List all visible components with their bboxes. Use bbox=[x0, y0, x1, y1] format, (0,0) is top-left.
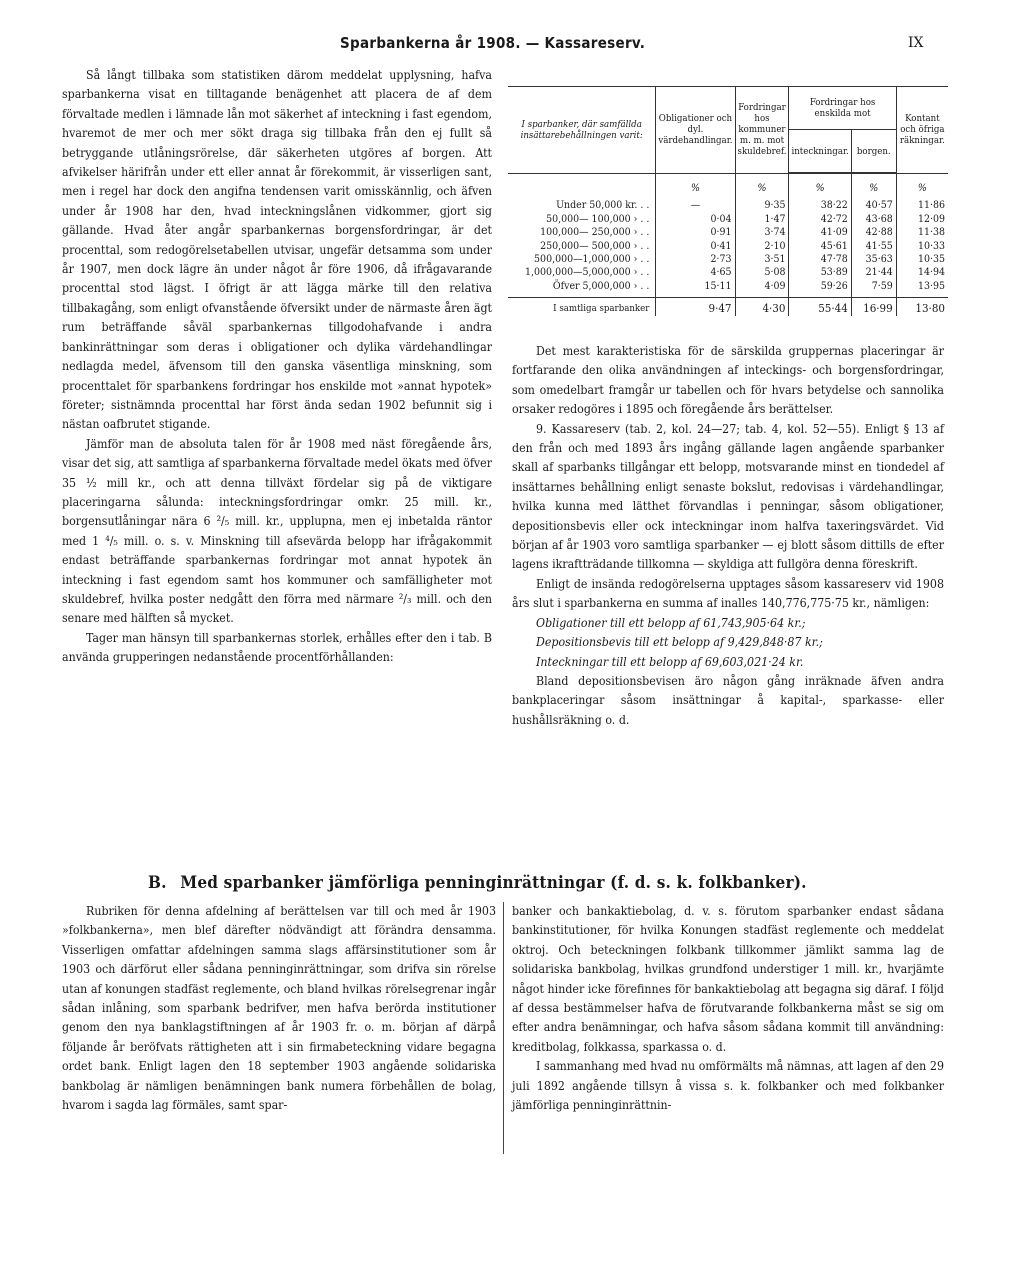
total-cell: 9·47 bbox=[656, 298, 735, 316]
cell: 35·63 bbox=[851, 253, 896, 266]
cell: 5·08 bbox=[735, 266, 789, 279]
cell: 43·68 bbox=[851, 213, 896, 226]
right-column-text bbox=[512, 342, 944, 730]
total-cell: 55·44 bbox=[789, 298, 851, 316]
cell: 15·11 bbox=[656, 280, 735, 298]
paragraph: Enligt de insända redogörelserna upptages såsom kassareserv vid 1908 års slut i sparbankerna en summa af inalles 140,776,775·75 kr., nämligen: bbox=[512, 576, 944, 611]
cell: 41·09 bbox=[789, 226, 851, 239]
list-item-obligationer: Obligationer till ett belopp af 61,743,905·64 kr.; bbox=[536, 615, 806, 630]
cell: 47·78 bbox=[789, 253, 851, 266]
table-row bbox=[508, 199, 948, 212]
cell: 9·35 bbox=[735, 199, 789, 212]
cell: 3·51 bbox=[735, 253, 789, 266]
table-total-row bbox=[508, 298, 948, 316]
cell: 0·41 bbox=[656, 240, 735, 253]
list-item-depositionsbevis: Depositionsbevis till ett belopp af 9,429,848·87 kr.; bbox=[536, 635, 823, 650]
table-row bbox=[508, 226, 948, 239]
running-title: Sparbankerna år 1908. — Kassareserv. bbox=[340, 34, 646, 52]
total-label: I samtliga sparbanker bbox=[508, 298, 656, 316]
row-label: Under 50,000 kr. . . bbox=[556, 199, 650, 212]
left-column-top bbox=[62, 66, 492, 668]
paragraph: banker och bankaktiebolag, d. v. s. förutom sparbanker endast sådana bankinstitutioner, för hvilka Konungen stadfäst reglemente och meddelat oktroj. Och beteckningen folkbank tillkommer jämlikt samma lag de solidariska bankbolag, hvilkas grundfond understiger 1 mill. kr., hvarjämte något hinder icke förefinnes för bankaktiebolag att begagna sig däraf. I följd af dessa bestämmelser hafva de förutvarande folkbankerna måst se sig om efter andra benämningar, och hafva såsom sådana kommit till användning: kreditbolag, folkkassa, sparkassa o. d. bbox=[512, 904, 944, 1054]
table-row bbox=[508, 280, 948, 298]
paragraph-kassareserv: 9. Kassareserv (tab. 2, kol. 24—27; tab. 4, kol. 52—55). Enligt § 13 af den från och med 1893 års ingång gällande lagen angående sparbanker skall af sparbanks tillgångar ett belopp, motsvarande minst en tiondedel af insättarnes behållning enligt senaste bokslut, redovisas i värdehandlingar, hvilka kunna med lätthet förvandlas i penningar, såsom obligationer, depositionsbevis eller ock inteckningar inom halfva taxeringsvärdet. Vid början af år 1903 voro samtliga sparbanker — ej blott såsom dittills de efter lagens ikraftträdande tillkomna — skyldiga att fullgöra denna föreskrift. bbox=[512, 421, 944, 572]
cell: 38·22 bbox=[789, 199, 851, 212]
unit-label: % bbox=[656, 174, 735, 200]
page-number: IX bbox=[908, 35, 924, 51]
row-label: 100,000— 250,000 › . . bbox=[540, 226, 650, 239]
paragraph: I sammanhang med hvad nu omförmälts må nämnas, att lagen af den 29 juli 1892 angående tillsyn å vissa s. k. folkbanker och med folkbanker jämförliga penninginrättnin- bbox=[512, 1059, 944, 1113]
cell: 42·88 bbox=[851, 226, 896, 239]
col-header-kontant: Kontant och öfriga räkningar. bbox=[896, 87, 948, 173]
cell: 11·38 bbox=[896, 226, 948, 239]
row-label: 250,000— 500,000 › . . bbox=[540, 239, 650, 252]
paragraph: Så långt tillbaka som statistiken därom meddelat upplysning, hafva sparbankerna visat en tilltagande benägenhet att placera de af dem förvaltade medlen i lämnade lån mot säkerhet af inteckning i fast egendom, hvaremot de mer och mer sökt draga sig tillbaka från den ej fullt så betryggande utlåningsrörelse, där säkerheten utgöres af borgen. Att afvikelser härifrån under ett eller annat år förekommit, är visserligen sant, men i regel har dock den angifna tendensen varit omisskännlig, och äfven under år 1908 har den, hvad inteckningslånen vidkommer, gjort sig gällande. Hvad åter angår sparbankernas borgensfordringar, är det procenttal, som redogörelsetabellen utvisar, ungefär detsamma som under år 1907, men dock lägre än under något år före 1906, då ifrågavarande procenttal stod lägst. I öfrigt är att lägga märke till den relativa tillbakagång, som enligt ofvanstående öfversikt under de närmaste åren ägt rum beträffande såväl sparbankernas tillgodohafvande i andra bankinrättningar som deras i obligationer och dylika värdehandlingar nedlagda medel, äfvensom till den ganska väsentliga minskning, som procenttalet för sparbankens fordringar hos enskilde mot »annat hypotek» företer; sistnämnda procenttal har först ända sedan 1902 befunnit sig i nästan oafbrutet stigande. bbox=[62, 68, 492, 432]
col-header-label: I sparbanker, där samfällda insättarebehållningen varit: bbox=[508, 87, 656, 173]
right-column-bottom bbox=[512, 902, 944, 1115]
cell: 40·57 bbox=[851, 199, 896, 212]
cell: 53·89 bbox=[789, 266, 851, 279]
row-label: 50,000— 100,000 › . . bbox=[546, 212, 650, 225]
table-row bbox=[508, 240, 948, 253]
unit-label: % bbox=[789, 174, 851, 200]
paragraph: Tager man hänsyn till sparbankernas storlek, erhålles efter den i tab. B använda grupperingen nedanstående procentförhållanden: bbox=[62, 630, 492, 665]
cell: 12·09 bbox=[896, 213, 948, 226]
cell: 13·95 bbox=[896, 280, 948, 298]
cell: 59·26 bbox=[789, 280, 851, 298]
total-cell: 13·80 bbox=[896, 298, 948, 316]
cell: 7·59 bbox=[851, 280, 896, 298]
row-label: 500,000—1,000,000 › . . bbox=[534, 253, 650, 266]
cell: 14·94 bbox=[896, 266, 948, 279]
cell: 41·55 bbox=[851, 240, 896, 253]
col-header-fordringar-kommuner: Fordringar hos kommuner m. m. mot skuldebref. bbox=[735, 87, 789, 173]
col-header-fordringar-enskilda: Fordringar hos enskilda mot bbox=[789, 87, 896, 130]
table-row bbox=[508, 266, 948, 279]
column-divider bbox=[503, 902, 504, 1154]
col-header-inteckningar: inteckningar. bbox=[789, 130, 851, 173]
unit-label: % bbox=[896, 174, 948, 200]
cell: 4·65 bbox=[656, 266, 735, 279]
total-cell: 16·99 bbox=[851, 298, 896, 316]
left-column-bottom bbox=[62, 902, 496, 1115]
cell: 2·73 bbox=[656, 253, 735, 266]
cell: 1·47 bbox=[735, 213, 789, 226]
cell: 0·91 bbox=[656, 226, 735, 239]
col-header-borgen: borgen. bbox=[851, 130, 896, 173]
table-row bbox=[508, 253, 948, 266]
placement-percent-table bbox=[508, 86, 948, 316]
row-label: Öfver 5,000,000 › . . bbox=[552, 279, 650, 292]
cell: 42·72 bbox=[789, 213, 851, 226]
paragraph: Jämför man de absoluta talen för år 1908 med näst föregående års, visar det sig, att samtliga af sparbankerna förvaltade medel ökats med öfver 35 ½ mill kr., och att denna tillväxt fördelar sig på de viktigare placeringarna sålunda: inteckningsfordringar omkr. 25 mill. kr., borgensutlåningar nära 6 ²/₅ mill. kr., upplupna, men ej inbetalda räntor med 1 ⁴/₅ mill. o. s. v. Minskning till afsevärda belopp har ifrågakommit endast beträffande sparbankernas fordringar mot annat hypotek än inteckning i fast egendom samt hos kommuner och samfälligheter mot skuldebref, hvilka poster nedgått den förra med närmare ²/₃ mill. och den senare med hälften så mycket. bbox=[62, 436, 492, 626]
cell: 45·61 bbox=[789, 240, 851, 253]
row-label: 1,000,000—5,000,000 › . . bbox=[525, 266, 650, 279]
total-cell: 4·30 bbox=[735, 298, 789, 316]
cell: 0·04 bbox=[656, 213, 735, 226]
page-header bbox=[0, 34, 1024, 58]
paragraph: Bland depositionsbevisen äro någon gång inräknade äfven andra bankplaceringar såsom insättningar å kapital-, sparkasse- eller hushållsräkning o. d. bbox=[512, 673, 944, 727]
cell: — bbox=[656, 199, 735, 212]
paragraph: Rubriken för denna afdelning af berättelsen var till och med år 1903 »folkbankerna», men blef därefter nödvändigt att förändra densamma. Visserligen omfattar afdelningen samma slags affärsinstitutioner som år 1903 och därförut eller sådana penninginrättningar, som drifva sin rörelse utan af konungen stadfäst reglemente, och bland hvilkas rörelsegrenar ingår sådan inlåning, som sparbank bedrifver, men hafva berörda institutioner genom den nya banklagstiftningen af år 1903 fr. o. m. början af därpå följande år beröfvats rättigheten att i sin firmabeteckning vidare begagna ordet bank. Enligt lagen den 18 september 1903 angående solidariska bankbolag är nämligen benämningen bank numera förbehållen de bolag, hvarom i sagda lag förmäles, samt spar- bbox=[62, 904, 496, 1113]
section-heading bbox=[148, 873, 868, 893]
cell: 10·33 bbox=[896, 240, 948, 253]
unit-label: % bbox=[851, 174, 896, 200]
paragraph: Det mest karakteristiska för de särskilda gruppernas placeringar är fortfarande den olika användningen af inteckings- och borgensfordringar, som omedelbart framgår ur tabellen och för hvars betydelse och sannolika orsaker redogöres i 1895 och föregående års berättelser. bbox=[512, 344, 944, 417]
cell: 11·86 bbox=[896, 199, 948, 212]
cell: 4·09 bbox=[735, 280, 789, 298]
cell: 10·35 bbox=[896, 253, 948, 266]
col-header-obligationer: Obligationer och dyl. värdehandlingar. bbox=[656, 87, 735, 173]
section-title: Med sparbanker jämförliga penninginrättningar (f. d. s. k. folkbanker). bbox=[180, 873, 807, 893]
unit-label: % bbox=[735, 174, 789, 200]
table-row bbox=[508, 213, 948, 226]
cell: 2·10 bbox=[735, 240, 789, 253]
section-label: B. bbox=[148, 873, 167, 893]
cell: 3·74 bbox=[735, 226, 789, 239]
cell: 21·44 bbox=[851, 266, 896, 279]
list-item-inteckningar: Inteckningar till ett belopp af 69,603,021·24 kr. bbox=[536, 654, 804, 669]
